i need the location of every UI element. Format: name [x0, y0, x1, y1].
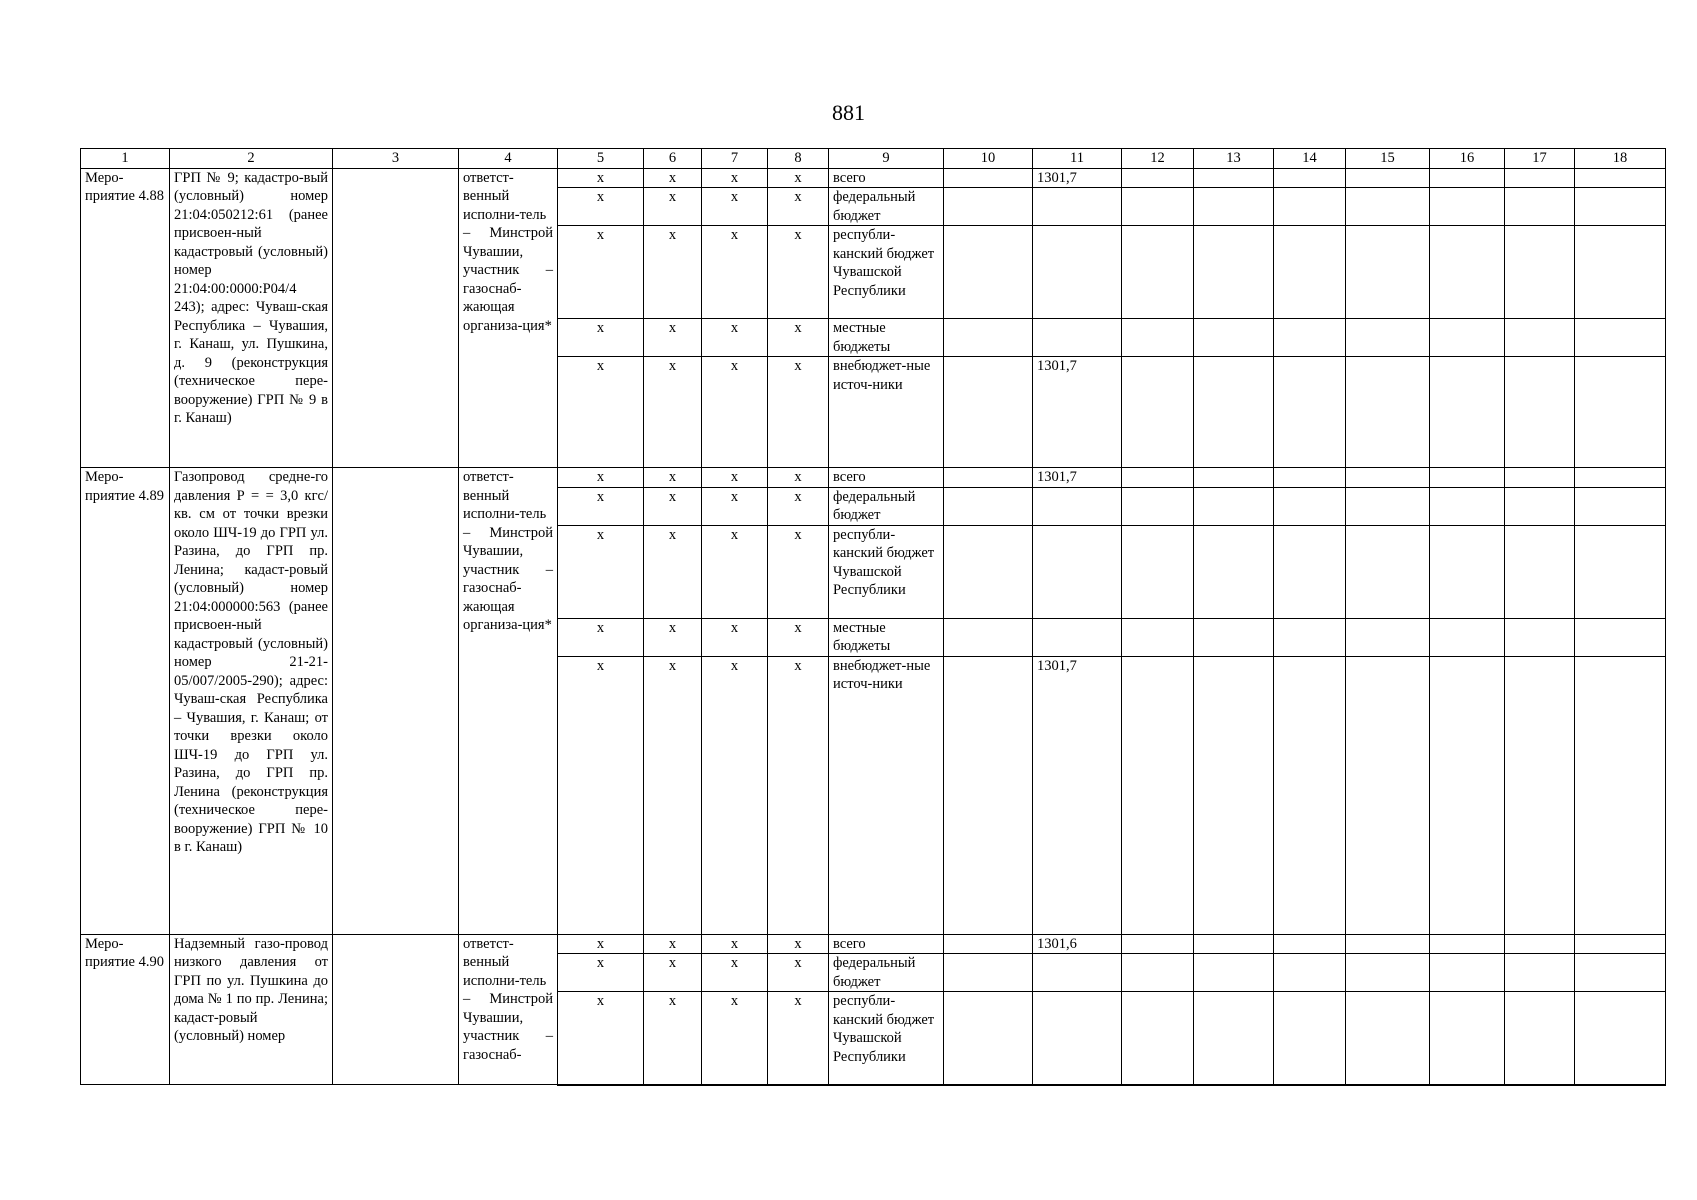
mark-cell: x [644, 618, 702, 656]
executor-cell: ответст-венный исполни-тель – Минстрой Чувашии, участник – газоснаб-жающая организа-ция* [459, 168, 558, 468]
col-header: 7 [702, 149, 768, 169]
empty-cell [1430, 618, 1505, 656]
empty-cell [1194, 226, 1274, 319]
col-header: 4 [459, 149, 558, 169]
table-row [81, 468, 1666, 488]
object-cell: Газопровод средне-го давления Р = = 3,0 кгс/ кв. см от точки врезки около ШЧ-19 до ГРП ул. Разина, до ГРП пр. Ленина; кадаст-ровый (условный) номер 21:04:000000:563 (ранее присвоен-ный кадастровый (условный) номер 21-21-05/007/2005-290); адрес: Чуваш-ская Республика – Чувашия, г. Канаш; от точки врезки около ШЧ-19 до ГРП ул. Разина, до ГРП пр. Ленина (реконструкция (техническое пере-вооружение) ГРП № 10 в г. Канаш) [170, 468, 333, 935]
empty-cell [1194, 525, 1274, 618]
col-header: 5 [558, 149, 644, 169]
mark-cell: x [644, 656, 702, 934]
empty-cell [1274, 168, 1346, 188]
empty-cell [944, 168, 1033, 188]
empty-cell [1346, 487, 1430, 525]
empty-cell [1194, 954, 1274, 992]
mark-cell: x [768, 319, 829, 357]
col-header: 3 [333, 149, 459, 169]
empty-cell [1274, 954, 1346, 992]
empty-cell [1122, 618, 1194, 656]
empty-cell [1122, 319, 1194, 357]
col-header: 8 [768, 149, 829, 169]
empty-cell [1575, 525, 1666, 618]
empty-cell [1194, 656, 1274, 934]
mark-cell: x [644, 188, 702, 226]
object-cell: Надземный газо-провод низкого давления от ГРП по ул. Пушкина до дома № 1 по пр. Ленина; кадаст-ровый (условный) номер [170, 934, 333, 1085]
col-header: 16 [1430, 149, 1505, 169]
empty-cell [944, 188, 1033, 226]
value-cell: 1301,7 [1033, 656, 1122, 934]
col-header: 17 [1505, 149, 1575, 169]
mark-cell: x [768, 656, 829, 934]
empty-cell [1575, 188, 1666, 226]
source-cell: федеральный бюджет [829, 954, 944, 992]
mark-cell: x [702, 226, 768, 319]
mark-cell: x [768, 226, 829, 319]
header-row [81, 149, 1666, 169]
value-cell [1033, 525, 1122, 618]
mark-cell: x [768, 468, 829, 488]
source-cell: внебюджет-ные источ-ники [829, 357, 944, 468]
value-cell [1033, 992, 1122, 1085]
mark-cell: x [768, 357, 829, 468]
empty-cell [944, 934, 1033, 954]
empty-cell [1122, 992, 1194, 1085]
empty-cell [1430, 468, 1505, 488]
value-cell: 1301,7 [1033, 168, 1122, 188]
empty-cell [1430, 954, 1505, 992]
executor-cell: ответст-венный исполни-тель – Минстрой Чувашии, участник – газоснаб-жающая организа-ция* [459, 468, 558, 935]
empty-cell [1122, 468, 1194, 488]
empty-cell [1575, 357, 1666, 468]
mark-cell: x [768, 992, 829, 1085]
mark-cell: x [558, 487, 644, 525]
mark-cell: x [558, 992, 644, 1085]
empty-cell [1274, 319, 1346, 357]
source-cell: местные бюджеты [829, 319, 944, 357]
empty-cell [1346, 656, 1430, 934]
empty-cell [1194, 618, 1274, 656]
col-header: 6 [644, 149, 702, 169]
col-header: 12 [1122, 149, 1194, 169]
col-header: 2 [170, 149, 333, 169]
page-number: 881 [832, 100, 865, 125]
value-cell [1033, 487, 1122, 525]
value-cell [1033, 226, 1122, 319]
mark-cell: x [702, 188, 768, 226]
empty-cell [1575, 487, 1666, 525]
empty-cell [1430, 934, 1505, 954]
empty-cell [1505, 188, 1575, 226]
col-header: 1 [81, 149, 170, 169]
empty-cell [944, 487, 1033, 525]
col-header: 15 [1346, 149, 1430, 169]
mark-cell: x [558, 468, 644, 488]
mark-cell: x [768, 525, 829, 618]
empty-cell [1194, 357, 1274, 468]
mark-cell: x [644, 226, 702, 319]
mark-cell: x [558, 226, 644, 319]
mark-cell: x [702, 487, 768, 525]
empty-cell [1194, 992, 1274, 1085]
empty-cell [1430, 525, 1505, 618]
mark-cell: x [702, 992, 768, 1085]
source-cell: всего [829, 934, 944, 954]
empty-cell [1122, 168, 1194, 188]
empty-cell [944, 618, 1033, 656]
object-cell: ГРП № 9; кадастро-вый (условный) номер 21:04:050212:61 (ранее присвоен-ный кадастровый (условный) номер 21:04:00:0000:Р04/4 243); адрес: Чуваш-ская Республика – Чувашия, г. Канаш, ул. Пушкина, д. 9 (реконструкция (техническое пере-вооружение) ГРП № 9 в г. Канаш) [170, 168, 333, 468]
empty-cell [1194, 188, 1274, 226]
mark-cell: x [558, 188, 644, 226]
value-cell [1033, 954, 1122, 992]
mark-cell: x [644, 954, 702, 992]
table-body [81, 149, 1666, 1085]
empty-cell [944, 468, 1033, 488]
empty-cell [1274, 357, 1346, 468]
source-cell: местные бюджеты [829, 618, 944, 656]
empty-cell [944, 656, 1033, 934]
mark-cell: x [702, 468, 768, 488]
mark-cell: x [558, 618, 644, 656]
empty-cell [333, 934, 459, 1085]
event-cell: Меро-приятие 4.88 [81, 168, 170, 468]
empty-cell [333, 468, 459, 935]
mark-cell: x [558, 319, 644, 357]
empty-cell [1346, 188, 1430, 226]
empty-cell [1346, 319, 1430, 357]
empty-cell [1274, 188, 1346, 226]
value-cell [1033, 618, 1122, 656]
mark-cell: x [644, 525, 702, 618]
value-cell: 1301,6 [1033, 934, 1122, 954]
empty-cell [1505, 992, 1575, 1085]
value-cell [1033, 188, 1122, 226]
mark-cell: x [644, 357, 702, 468]
empty-cell [1430, 656, 1505, 934]
mark-cell: x [702, 934, 768, 954]
mark-cell: x [558, 656, 644, 934]
source-cell: федеральный бюджет [829, 188, 944, 226]
empty-cell [1505, 226, 1575, 319]
event-cell: Меро-приятие 4.89 [81, 468, 170, 935]
empty-cell [333, 168, 459, 468]
empty-cell [1505, 525, 1575, 618]
source-cell: всего [829, 168, 944, 188]
empty-cell [1194, 319, 1274, 357]
empty-cell [1575, 168, 1666, 188]
empty-cell [1122, 487, 1194, 525]
empty-cell [1122, 656, 1194, 934]
empty-cell [1346, 618, 1430, 656]
empty-cell [1274, 656, 1346, 934]
empty-cell [1194, 168, 1274, 188]
empty-cell [1575, 226, 1666, 319]
empty-cell [1505, 618, 1575, 656]
empty-cell [1346, 168, 1430, 188]
empty-cell [1122, 188, 1194, 226]
empty-cell [1346, 954, 1430, 992]
mark-cell: x [558, 357, 644, 468]
empty-cell [1505, 468, 1575, 488]
mark-cell: x [558, 934, 644, 954]
empty-cell [1505, 487, 1575, 525]
col-header: 9 [829, 149, 944, 169]
mark-cell: x [644, 468, 702, 488]
empty-cell [944, 357, 1033, 468]
empty-cell [1575, 319, 1666, 357]
table-row [81, 934, 1666, 954]
empty-cell [1346, 992, 1430, 1085]
mark-cell: x [702, 525, 768, 618]
mark-cell: x [644, 934, 702, 954]
empty-cell [1575, 468, 1666, 488]
source-cell: федеральный бюджет [829, 487, 944, 525]
source-cell: всего [829, 468, 944, 488]
value-cell: 1301,7 [1033, 468, 1122, 488]
empty-cell [1505, 357, 1575, 468]
empty-cell [1274, 992, 1346, 1085]
value-cell: 1301,7 [1033, 357, 1122, 468]
source-cell: внебюджет-ные источ-ники [829, 656, 944, 934]
empty-cell [1274, 618, 1346, 656]
mark-cell: x [702, 954, 768, 992]
empty-cell [944, 992, 1033, 1085]
mark-cell: x [702, 357, 768, 468]
empty-cell [1575, 934, 1666, 954]
col-header: 18 [1575, 149, 1666, 169]
mark-cell: x [768, 618, 829, 656]
value-cell [1033, 319, 1122, 357]
empty-cell [1430, 487, 1505, 525]
source-cell: республи-канский бюджет Чувашской Республики [829, 525, 944, 618]
mark-cell: x [702, 168, 768, 188]
empty-cell [1122, 357, 1194, 468]
empty-cell [1274, 226, 1346, 319]
empty-cell [1346, 468, 1430, 488]
program-table [80, 148, 1666, 1086]
col-header: 14 [1274, 149, 1346, 169]
empty-cell [944, 226, 1033, 319]
executor-cell: ответст-венный исполни-тель – Минстрой Чувашии, участник – газоснаб- [459, 934, 558, 1085]
mark-cell: x [768, 934, 829, 954]
empty-cell [1122, 934, 1194, 954]
empty-cell [1575, 656, 1666, 934]
empty-cell [1194, 934, 1274, 954]
empty-cell [1194, 468, 1274, 488]
empty-cell [1430, 226, 1505, 319]
empty-cell [1430, 357, 1505, 468]
empty-cell [1505, 656, 1575, 934]
empty-cell [944, 525, 1033, 618]
empty-cell [944, 319, 1033, 357]
empty-cell [1505, 954, 1575, 992]
col-header: 10 [944, 149, 1033, 169]
empty-cell [1430, 168, 1505, 188]
empty-cell [1194, 487, 1274, 525]
empty-cell [1505, 168, 1575, 188]
mark-cell: x [768, 188, 829, 226]
mark-cell: x [702, 656, 768, 934]
col-header: 11 [1033, 149, 1122, 169]
empty-cell [1122, 525, 1194, 618]
mark-cell: x [768, 168, 829, 188]
empty-cell [1575, 992, 1666, 1085]
mark-cell: x [702, 319, 768, 357]
empty-cell [1274, 468, 1346, 488]
empty-cell [1430, 319, 1505, 357]
mark-cell: x [644, 992, 702, 1085]
empty-cell [1122, 226, 1194, 319]
empty-cell [944, 954, 1033, 992]
empty-cell [1346, 226, 1430, 319]
empty-cell [1575, 954, 1666, 992]
mark-cell: x [768, 487, 829, 525]
empty-cell [1430, 188, 1505, 226]
empty-cell [1346, 357, 1430, 468]
empty-cell [1346, 934, 1430, 954]
empty-cell [1274, 487, 1346, 525]
empty-cell [1274, 934, 1346, 954]
empty-cell [1505, 934, 1575, 954]
empty-cell [1346, 525, 1430, 618]
empty-cell [1274, 525, 1346, 618]
mark-cell: x [558, 168, 644, 188]
empty-cell [1430, 992, 1505, 1085]
mark-cell: x [644, 319, 702, 357]
empty-cell [1122, 954, 1194, 992]
source-cell: республи-канский бюджет Чувашской Республики [829, 226, 944, 319]
empty-cell [1575, 618, 1666, 656]
mark-cell: x [702, 618, 768, 656]
source-cell: республи-канский бюджет Чувашской Республики [829, 992, 944, 1085]
mark-cell: x [768, 954, 829, 992]
col-header: 13 [1194, 149, 1274, 169]
mark-cell: x [644, 168, 702, 188]
event-cell: Меро-приятие 4.90 [81, 934, 170, 1085]
mark-cell: x [644, 487, 702, 525]
empty-cell [1505, 319, 1575, 357]
mark-cell: x [558, 954, 644, 992]
mark-cell: x [558, 525, 644, 618]
table-row [81, 168, 1666, 188]
